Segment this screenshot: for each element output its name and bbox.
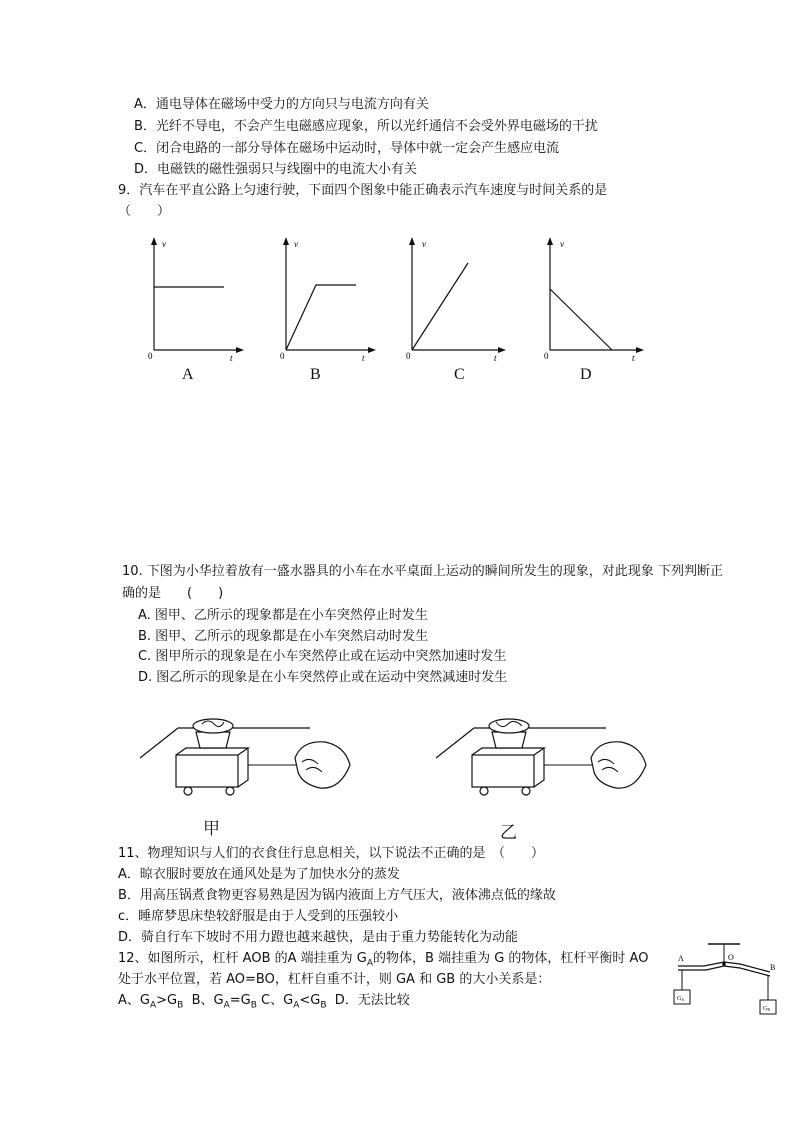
figure-yi — [426, 710, 656, 810]
q12-options — [118, 992, 410, 1015]
q11-option-c: c．睡席梦思床垫较舒服是由于人受到的压强较小 — [118, 909, 399, 924]
graph-a-origin: 0 — [148, 351, 153, 361]
graph-a-caption: A — [182, 366, 194, 383]
q12-stem-line2: 处于水平位置，若 AO=BO，杠杆自重不计，则 GA 和 GB 的大小关系是： — [118, 972, 551, 987]
graph-c — [398, 235, 513, 365]
q10-option-b: B. 图甲、乙所示的现象都是在小车突然启动时发生 — [138, 629, 429, 644]
graph-b-origin: 0 — [280, 351, 285, 361]
lever-weight-b-label: GB — [763, 1006, 771, 1012]
graph-c-curve — [412, 263, 468, 350]
graph-d-caption: D — [580, 366, 592, 383]
q10-option-a: A. 图甲、乙所示的现象都是在小车突然停止时发生 — [138, 608, 428, 623]
q10-stem-line2: 确的是 ( ) — [122, 586, 224, 601]
graph-a-v-label: v — [162, 239, 166, 249]
graph-c-t-label: t — [494, 353, 497, 363]
q8-option-d: D．电磁铁的磁性强弱只与线圈中的电流大小有关 — [134, 162, 418, 177]
graph-a-t-label: t — [230, 353, 233, 363]
lever-label-a: A — [678, 954, 684, 963]
q12-option-a: A、$G_A>G_B$ — [118, 993, 184, 1011]
q12-option-d: D．无法比较 — [334, 993, 410, 1008]
graph-d-v-label: v — [560, 239, 564, 249]
q11-option-d: D．骑自行车下坡时不用力蹬也越来越快，是由于重力势能转化为动能 — [118, 930, 519, 945]
lever-weight-a-label: GA — [677, 996, 685, 1002]
graph-c-v-label: v — [422, 239, 426, 249]
figure-jia — [130, 710, 360, 810]
figure-jia-label: 甲 — [203, 819, 220, 839]
q11-stem: 11、物理知识与人们的衣食住行息息相关，以下说法不正确的是 （ ） — [118, 846, 545, 861]
lever-figure — [664, 938, 784, 1020]
lever-label-b: B — [770, 963, 776, 972]
q10-stem-line1: 10. 下图为小华拉着放有一盛水器具的小车在水平桌面上运动的瞬间所发生的现象，对此现象 下列判断正 — [122, 564, 723, 579]
q10-option-d: D. 图乙所示的现象是在小车突然停止或在运动中突然减速时发生 — [138, 670, 508, 685]
q12-stem-line1: 12、如图所示，杠杆 AOB 的A 端挂重为 $G_A$的物体，B 端挂重为 G 的物体，杠杆平衡时 AO — [118, 951, 649, 969]
q8-option-b: B．光纤不导电，不会产生电磁感应现象，所以光纤通信不会受外界电磁场的干扰 — [134, 119, 598, 134]
q11-option-b: B．用高压锅煮食物更容易熟是因为锅内液面上方气压大，液体沸点低的缘故 — [118, 888, 556, 903]
graph-d-origin: 0 — [544, 351, 549, 361]
graph-b-t-label: t — [362, 353, 365, 363]
figure-yi-label: 乙 — [500, 823, 517, 843]
graph-d-t-label: t — [632, 353, 635, 363]
q9-bracket: （ ） — [118, 204, 171, 219]
graph-a — [140, 235, 250, 365]
q8-option-c: C．闭合电路的一部分导体在磁场中运动时，导体中就一定会产生感应电流 — [134, 141, 560, 156]
q9-stem: 9．汽车在平直公路上匀速行驶，下面四个图象中能正确表示汽车速度与时间关系的是 — [118, 183, 608, 198]
q8-option-a: A．通电导体在磁场中受力的方向只与电流方向有关 — [134, 97, 429, 112]
graph-b-caption: B — [310, 366, 321, 383]
lever-label-o: O — [728, 953, 734, 962]
graph-b-v-label: v — [294, 239, 298, 249]
q10-option-c: C. 图甲所示的现象是在小车突然停止或在运动中突然加速时发生 — [138, 649, 507, 664]
graph-b-curve — [286, 285, 356, 350]
graph-d-curve — [550, 289, 612, 350]
q12-option-c: C、$G_A<G_B$ — [261, 993, 327, 1011]
graph-c-origin: 0 — [406, 351, 411, 361]
graph-d — [536, 235, 651, 365]
graph-b — [272, 235, 382, 365]
graph-c-caption: C — [454, 366, 465, 383]
q12-option-b: B、$G_A=G_B$ — [191, 993, 257, 1011]
q11-option-a: A．晾衣服时要放在通风处是为了加快水分的蒸发 — [118, 867, 400, 882]
